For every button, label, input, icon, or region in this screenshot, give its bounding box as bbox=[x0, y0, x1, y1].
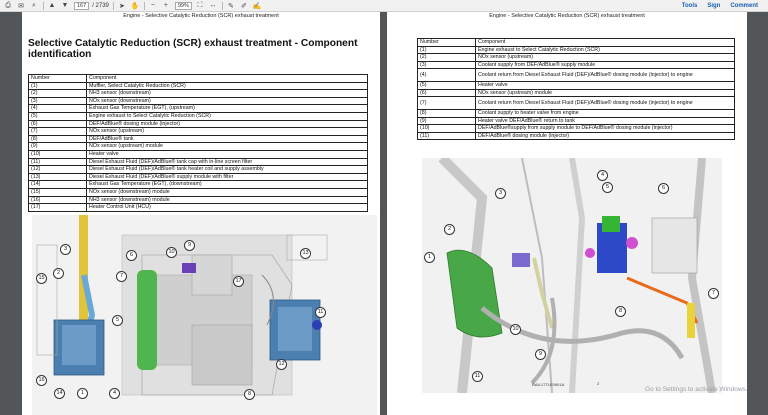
table-row bbox=[418, 46, 735, 54]
table-row bbox=[29, 188, 368, 196]
row-component: NOx sensor (upstream) module bbox=[87, 143, 368, 151]
document-page-right bbox=[387, 12, 747, 415]
callout-15: 15 bbox=[36, 273, 47, 284]
row-number: (6) bbox=[29, 120, 87, 128]
column-header: Component bbox=[87, 75, 368, 83]
callout-12: 12 bbox=[276, 359, 287, 370]
row-component: NOx sensor (downstream) bbox=[87, 97, 368, 105]
row-component: Diesel Exhaust Fluid (DEF)/AdBlue® tank heater coil and supply assembly bbox=[87, 166, 368, 174]
row-number: (5) bbox=[29, 112, 87, 120]
callout-11: 11 bbox=[472, 371, 483, 382]
column-header: Component bbox=[476, 39, 735, 47]
row-number: (10) bbox=[418, 125, 476, 133]
table-row bbox=[29, 112, 368, 120]
column-header: Number bbox=[29, 75, 87, 83]
table-row bbox=[29, 204, 368, 212]
page-title: Selective Catalytic Reduction (SCR) exhaust treatment - Component identification bbox=[28, 38, 358, 60]
sign-icon[interactable]: ✍ bbox=[252, 2, 262, 10]
callout-1: 1 bbox=[77, 388, 88, 399]
table-header-row bbox=[29, 75, 368, 83]
row-number: (9) bbox=[29, 143, 87, 151]
row-component: Coolant return from Diesel Exhaust Fluid (DEF)/AdBlue® dosing module (injector) to engine bbox=[476, 97, 735, 110]
callout-2: 2 bbox=[53, 268, 64, 279]
callout-11: 11 bbox=[315, 307, 326, 318]
toolbar-divider bbox=[222, 2, 223, 10]
callout-9: 9 bbox=[535, 349, 546, 360]
callout-13: 13 bbox=[300, 248, 311, 259]
row-component: Diesel Exhaust Fluid (DEF)/AdBlue® tank cap with in-line screen filter bbox=[87, 158, 368, 166]
table-row bbox=[418, 61, 735, 69]
fit-width-icon[interactable]: ↔ bbox=[209, 2, 217, 9]
toolbar-divider bbox=[113, 2, 114, 10]
callout-7: 7 bbox=[708, 288, 719, 299]
row-number: (2) bbox=[29, 90, 87, 98]
row-component: DEF/AdBlue® dosing module (injector) bbox=[87, 120, 368, 128]
table-row bbox=[29, 82, 368, 90]
table-row bbox=[29, 128, 368, 136]
table-row bbox=[29, 158, 368, 166]
row-number: (1) bbox=[29, 82, 87, 90]
row-component: NH3 sensor (downstream) module bbox=[87, 196, 368, 204]
row-component: NOx sensor (upstream) bbox=[87, 128, 368, 136]
component-table bbox=[417, 38, 735, 140]
comment-link[interactable]: Comment bbox=[730, 3, 758, 9]
row-component: Engine exhaust to Select Catalytic Reduction (SCR) bbox=[476, 46, 735, 54]
row-component: Exhaust Gas Temperature (EGT), (downstream) bbox=[87, 181, 368, 189]
callout-8: 8 bbox=[615, 306, 626, 317]
table-row bbox=[418, 125, 735, 133]
table-row bbox=[418, 117, 735, 125]
row-component: DEF/AdBlue® dosing module (injector) bbox=[476, 132, 735, 140]
table-row bbox=[29, 90, 368, 98]
toolbar-divider bbox=[144, 2, 145, 10]
row-number: (16) bbox=[29, 196, 87, 204]
table-row bbox=[29, 120, 368, 128]
row-number: (4) bbox=[29, 105, 87, 113]
row-number: (4) bbox=[418, 69, 476, 82]
fit-page-icon[interactable]: ⛶ bbox=[197, 1, 203, 9]
row-number: (12) bbox=[29, 166, 87, 174]
row-component: NH3 sensor (downstream) bbox=[87, 90, 368, 98]
component-table bbox=[28, 74, 368, 212]
email-icon[interactable]: ✉ bbox=[18, 2, 24, 10]
callout-6: 6 bbox=[658, 183, 669, 194]
row-component: Heater Control Unit (HCU) bbox=[87, 204, 368, 212]
table-header-row bbox=[418, 39, 735, 47]
table-row bbox=[29, 97, 368, 105]
callout-7: 7 bbox=[116, 271, 127, 282]
table-row bbox=[29, 150, 368, 158]
callout-8: 8 bbox=[244, 389, 255, 400]
table-row bbox=[29, 196, 368, 204]
callout-14: 14 bbox=[54, 388, 65, 399]
comment-icon[interactable]: ✎ bbox=[227, 2, 234, 10]
zoom-out-icon[interactable]: − bbox=[150, 2, 155, 9]
table-row bbox=[418, 110, 735, 118]
running-head: Engine - Selective Catalytic Reduction (SCR) exhaust treatment bbox=[489, 13, 645, 19]
document-page-left bbox=[22, 12, 380, 415]
tools-link[interactable]: Tools bbox=[681, 3, 698, 9]
table-row bbox=[418, 69, 735, 82]
row-number: (8) bbox=[29, 135, 87, 143]
table-row bbox=[418, 97, 735, 110]
row-number: (10) bbox=[29, 150, 87, 158]
callout-5: 5 bbox=[602, 182, 613, 193]
row-component: Muffler, Select Catalytic Reduction (SCR) bbox=[87, 82, 368, 90]
row-number: (15) bbox=[29, 188, 87, 196]
row-number: (11) bbox=[29, 158, 87, 166]
callout-17: 17 bbox=[233, 276, 244, 287]
row-component: Diesel Exhaust Fluid (DEF)/AdBlue® supply module with filter bbox=[87, 173, 368, 181]
callout-3: 3 bbox=[60, 244, 71, 255]
row-number: (8) bbox=[418, 110, 476, 118]
row-component: NOx sensor (downstream) module bbox=[87, 188, 368, 196]
dosing-module-illustration bbox=[422, 158, 722, 393]
zoom-in-icon[interactable]: + bbox=[163, 2, 168, 9]
row-number: (7) bbox=[29, 128, 87, 136]
callout-16: 16 bbox=[36, 375, 47, 386]
row-number: (7) bbox=[418, 97, 476, 110]
prev-page-icon[interactable]: ▲ bbox=[48, 2, 56, 9]
row-component: Coolant return from Diesel Exhaust Fluid (DEF)/AdBlue® dosing module (injector) to engine bbox=[476, 69, 735, 82]
toolbar-divider bbox=[43, 2, 44, 10]
callout-5: 5 bbox=[112, 315, 123, 326]
table-row bbox=[418, 132, 735, 140]
callout-4: 4 bbox=[597, 170, 608, 181]
row-component: Coolant supply from DEF/AdBlue® supply module bbox=[476, 61, 735, 69]
scr-system-diagram bbox=[32, 215, 377, 415]
table-row bbox=[29, 173, 368, 181]
highlight-icon[interactable]: ✐ bbox=[240, 2, 247, 10]
running-head: Engine - Selective Catalytic Reduction (SCR) exhaust treatment bbox=[123, 13, 279, 19]
hand-icon[interactable]: ✋ bbox=[130, 2, 140, 10]
row-component: Heater valve bbox=[87, 150, 368, 158]
toolbar-right bbox=[682, 0, 768, 12]
row-component: Exhaust Gas Temperature (EGT), (upstream) bbox=[87, 105, 368, 113]
page-total: / 2739 bbox=[92, 2, 109, 9]
sign-link[interactable]: Sign bbox=[707, 3, 721, 9]
row-number: (3) bbox=[418, 61, 476, 69]
callout-4: 4 bbox=[109, 388, 120, 399]
callout-9: 9 bbox=[184, 240, 195, 251]
print-icon[interactable]: ⎙ bbox=[5, 1, 11, 9]
row-component: Coolant supply to heater valve from engine bbox=[476, 110, 735, 118]
dosing-module-diagram bbox=[422, 158, 722, 393]
table-row bbox=[29, 143, 368, 151]
table-row bbox=[418, 54, 735, 62]
callout-10: 10 bbox=[166, 247, 177, 258]
row-number: (5) bbox=[418, 82, 476, 90]
page-number-input[interactable]: 167 bbox=[74, 2, 89, 10]
pdf-toolbar bbox=[0, 0, 768, 12]
search-icon[interactable]: ⌕ bbox=[32, 1, 36, 9]
callout-10: 10 bbox=[510, 324, 521, 335]
zoom-select[interactable]: 99% bbox=[175, 2, 192, 10]
callout-3: 3 bbox=[495, 188, 506, 199]
row-component: Heater valve DEF/AdBlue® return to tank bbox=[476, 117, 735, 125]
column-header: Number bbox=[418, 39, 476, 47]
row-number: (1) bbox=[418, 46, 476, 54]
table-row bbox=[418, 82, 735, 90]
row-number: (3) bbox=[29, 97, 87, 105]
table-row bbox=[29, 181, 368, 189]
figure-number: 2 bbox=[597, 381, 600, 386]
row-component: DEF/AdBlue® tank bbox=[87, 135, 368, 143]
table-row bbox=[29, 135, 368, 143]
next-page-icon[interactable]: ▼ bbox=[61, 2, 69, 9]
callout-2: 2 bbox=[444, 224, 455, 235]
row-number: (9) bbox=[418, 117, 476, 125]
row-component: Heater valve bbox=[476, 82, 735, 90]
row-number: (6) bbox=[418, 89, 476, 97]
callout-6: 6 bbox=[126, 250, 137, 261]
table-row bbox=[29, 166, 368, 174]
table-row bbox=[29, 105, 368, 113]
row-number: (13) bbox=[29, 173, 87, 181]
table-row bbox=[418, 89, 735, 97]
pointer-icon[interactable]: ➤ bbox=[118, 2, 125, 10]
row-component: NOx sensor (upstream) bbox=[476, 54, 735, 62]
row-number: (11) bbox=[418, 132, 476, 140]
figure-code: RAIL17TLE0901A bbox=[532, 382, 565, 387]
callout-1: 1 bbox=[424, 252, 435, 263]
row-number: (2) bbox=[418, 54, 476, 62]
row-component: Engine exhaust to Select Catalytic Reduction (SCR) bbox=[87, 112, 368, 120]
row-number: (14) bbox=[29, 181, 87, 189]
row-component: NOx sensor (upstream) module bbox=[476, 89, 735, 97]
windows-activation-watermark: Go to Settings to activate Windows. bbox=[645, 386, 748, 393]
row-component: DEF/AdBlue®supply from supply module to DEF/AdBlue® dosing module (injector) bbox=[476, 125, 735, 133]
row-number: (17) bbox=[29, 204, 87, 212]
